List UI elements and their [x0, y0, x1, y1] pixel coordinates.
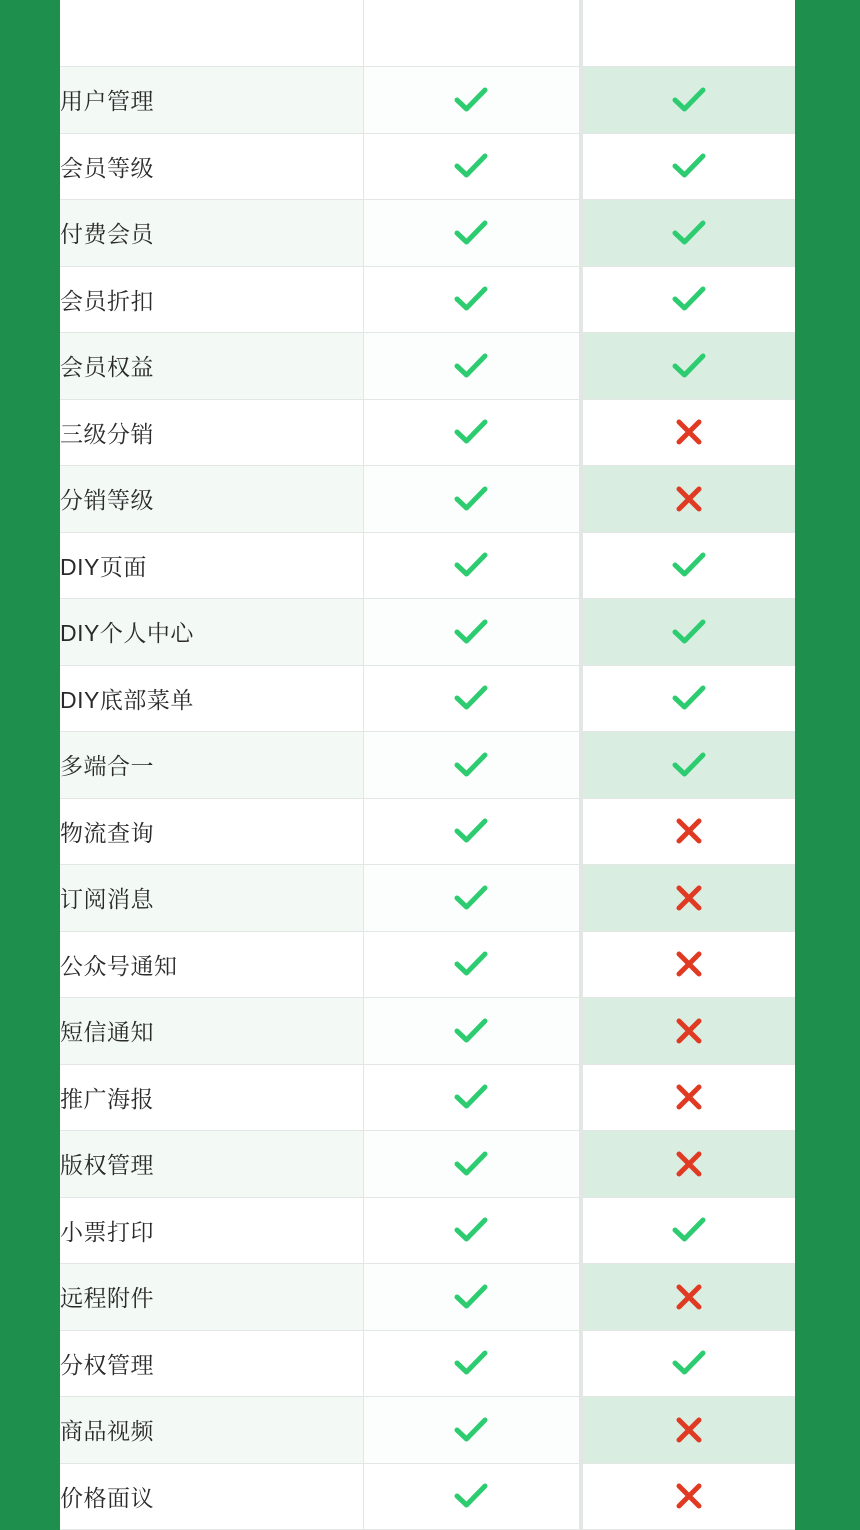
col-b-cell — [581, 1397, 795, 1464]
col-b-cell — [581, 133, 795, 200]
check-icon — [364, 1018, 579, 1044]
table-row — [60, 466, 795, 533]
col-a-cell — [364, 798, 581, 865]
check-icon — [364, 1417, 579, 1443]
feature-cell: 多端合一 — [60, 732, 364, 799]
feature-cell: DIY底部菜单 — [60, 665, 364, 732]
table-row — [60, 1264, 795, 1331]
col-b-cell — [581, 266, 795, 333]
col-b-cell — [581, 931, 795, 998]
feature-cell: 会员权益 — [60, 333, 364, 400]
check-icon — [583, 220, 795, 246]
col-b-cell — [581, 1330, 795, 1397]
table-row — [60, 133, 795, 200]
check-icon — [364, 1284, 579, 1310]
check-icon — [364, 419, 579, 445]
check-icon — [583, 87, 795, 113]
col-b-cell — [581, 732, 795, 799]
table-row — [60, 200, 795, 267]
check-icon — [583, 1217, 795, 1243]
table-row — [60, 532, 795, 599]
feature-comparison-table — [60, 0, 795, 1530]
col-b-cell — [581, 200, 795, 267]
table-row — [60, 67, 795, 134]
table-row — [60, 1330, 795, 1397]
feature-cell: 分销等级 — [60, 466, 364, 533]
cross-icon — [583, 1417, 795, 1443]
table-row — [60, 1131, 795, 1198]
col-b-cell — [581, 1264, 795, 1331]
col-b-cell — [581, 665, 795, 732]
feature-cell: 订阅消息 — [60, 865, 364, 932]
feature-cell: 远程附件 — [60, 1264, 364, 1331]
col-a-cell — [364, 333, 581, 400]
col-a-cell — [364, 1463, 581, 1530]
check-icon — [364, 486, 579, 512]
table-row — [60, 865, 795, 932]
check-icon — [583, 752, 795, 778]
comparison-card — [60, 0, 795, 1511]
col-a-cell — [364, 732, 581, 799]
col-a-cell — [364, 1397, 581, 1464]
table-row — [60, 1397, 795, 1464]
check-icon — [364, 619, 579, 645]
check-icon — [583, 353, 795, 379]
col-a-cell — [364, 665, 581, 732]
check-icon — [364, 286, 579, 312]
cross-icon — [583, 486, 795, 512]
feature-cell: DIY个人中心 — [60, 599, 364, 666]
cross-icon — [583, 419, 795, 445]
feature-cell: 小票打印 — [60, 1197, 364, 1264]
col-b-cell — [581, 798, 795, 865]
col-b-cell — [581, 1064, 795, 1131]
check-icon — [583, 619, 795, 645]
check-icon — [583, 685, 795, 711]
check-icon — [583, 552, 795, 578]
feature-cell: 付费会员 — [60, 200, 364, 267]
feature-cell: 公众号通知 — [60, 931, 364, 998]
check-icon — [583, 1350, 795, 1376]
check-icon — [364, 1217, 579, 1243]
table-row — [60, 266, 795, 333]
table-row — [60, 1064, 795, 1131]
table-row — [60, 998, 795, 1065]
feature-cell: 物流查询 — [60, 798, 364, 865]
cross-icon — [583, 1151, 795, 1177]
col-a-cell — [364, 1264, 581, 1331]
feature-cell: 短信通知 — [60, 998, 364, 1065]
check-icon — [364, 818, 579, 844]
feature-cell: 三级分销 — [60, 399, 364, 466]
cross-icon — [583, 1018, 795, 1044]
col-b-cell — [581, 865, 795, 932]
check-icon — [364, 1350, 579, 1376]
check-icon — [364, 153, 579, 179]
feature-cell: 版权管理 — [60, 1131, 364, 1198]
check-icon — [364, 951, 579, 977]
col-a-cell — [364, 532, 581, 599]
check-icon — [364, 220, 579, 246]
table-row — [60, 399, 795, 466]
cross-icon — [583, 1084, 795, 1110]
feature-cell: DIY页面 — [60, 532, 364, 599]
table-row — [60, 732, 795, 799]
col-b-cell — [581, 0, 795, 67]
col-b-cell — [581, 466, 795, 533]
col-b-cell — [581, 1197, 795, 1264]
feature-cell: 用户管理 — [60, 67, 364, 134]
check-icon — [364, 685, 579, 711]
col-a-cell — [364, 599, 581, 666]
cross-icon — [583, 1284, 795, 1310]
col-a-cell — [364, 266, 581, 333]
cross-icon — [583, 885, 795, 911]
table-row — [60, 931, 795, 998]
cross-icon — [583, 1483, 795, 1509]
check-icon — [364, 353, 579, 379]
col-a-cell — [364, 865, 581, 932]
col-b-cell — [581, 532, 795, 599]
table-row — [60, 665, 795, 732]
feature-cell: 价格面议 — [60, 1463, 364, 1530]
check-icon — [364, 885, 579, 911]
check-icon — [364, 1151, 579, 1177]
col-a-cell — [364, 1064, 581, 1131]
table-row — [60, 599, 795, 666]
col-b-cell — [581, 67, 795, 134]
feature-cell: 分权管理 — [60, 1330, 364, 1397]
table-row-partial — [60, 0, 795, 67]
col-b-cell — [581, 1463, 795, 1530]
col-a-cell — [364, 0, 581, 67]
col-a-cell — [364, 200, 581, 267]
check-icon — [364, 1084, 579, 1110]
col-a-cell — [364, 1330, 581, 1397]
cross-icon — [583, 951, 795, 977]
check-icon — [583, 153, 795, 179]
feature-cell: 推广海报 — [60, 1064, 364, 1131]
col-a-cell — [364, 1197, 581, 1264]
col-b-cell — [581, 333, 795, 400]
cross-icon — [583, 818, 795, 844]
check-icon — [364, 752, 579, 778]
table-row — [60, 1197, 795, 1264]
table-body — [60, 0, 795, 1530]
feature-cell: 会员等级 — [60, 133, 364, 200]
col-a-cell — [364, 998, 581, 1065]
col-a-cell — [364, 931, 581, 998]
col-a-cell — [364, 1131, 581, 1198]
check-icon — [583, 286, 795, 312]
check-icon — [364, 552, 579, 578]
check-icon — [364, 1483, 579, 1509]
col-b-cell — [581, 1131, 795, 1198]
col-a-cell — [364, 67, 581, 134]
check-icon — [364, 87, 579, 113]
col-b-cell — [581, 998, 795, 1065]
feature-cell — [60, 0, 364, 67]
table-row — [60, 1463, 795, 1530]
col-a-cell — [364, 399, 581, 466]
feature-cell: 商品视频 — [60, 1397, 364, 1464]
feature-cell: 会员折扣 — [60, 266, 364, 333]
table-row — [60, 798, 795, 865]
col-a-cell — [364, 466, 581, 533]
table-row — [60, 333, 795, 400]
col-b-cell — [581, 399, 795, 466]
col-b-cell — [581, 599, 795, 666]
col-a-cell — [364, 133, 581, 200]
